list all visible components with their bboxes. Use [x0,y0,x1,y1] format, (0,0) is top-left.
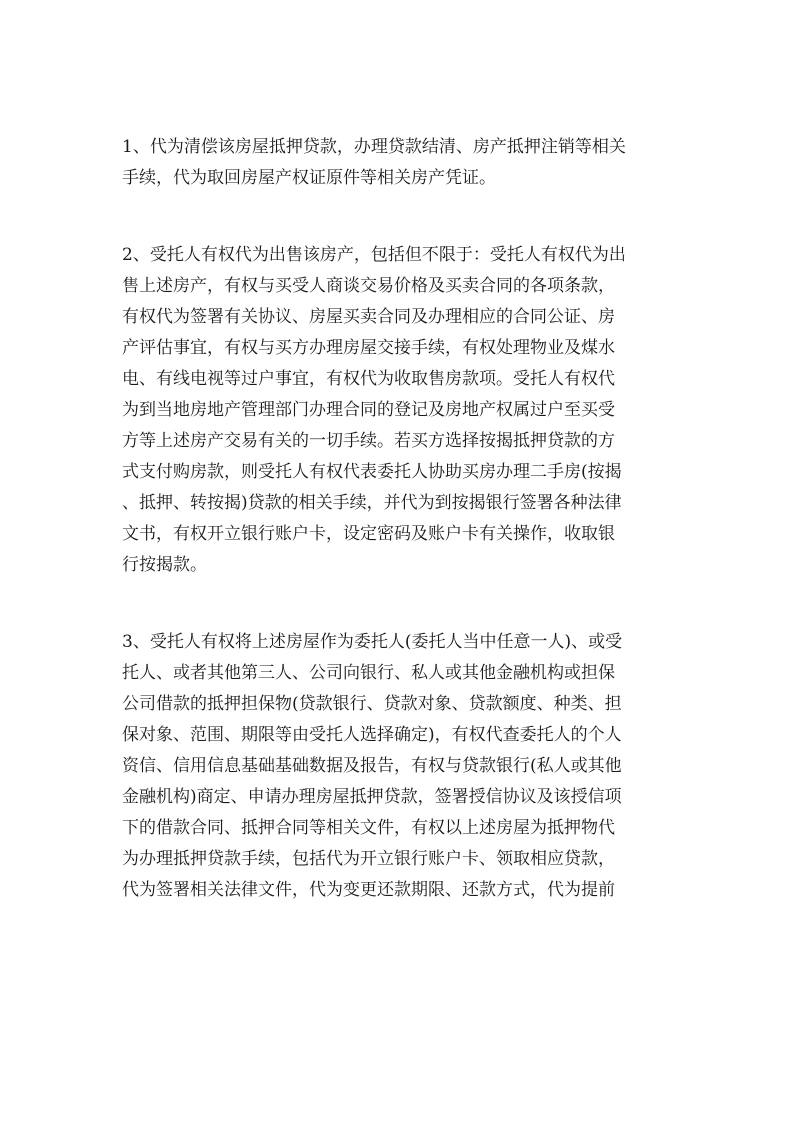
text-line: 3、受托人有权将上述房屋作为委托人(委托人当中任意一人)、或受 [122,632,623,652]
paragraph-1 [122,132,678,194]
text-line: 托人、或者其他第三人、公司向银行、私人或其他金融机构或担保 [122,663,615,683]
document-body [122,132,678,952]
text-line: 手续，代为取回房屋产权证原件等相关房产凭证。 [122,168,496,188]
text-line: 2、受托人有权代为出售该房产，包括但不限于：受托人有权代为出 [122,245,626,265]
text-line: 文书，有权开立银行账户卡，设定密码及账户卡有关操作，收取银 [122,524,615,544]
text-line: 1、代为清偿该房屋抵押贷款，办理贷款结清、房产抵押注销等相关 [122,137,626,157]
text-line: 行按揭款。 [122,555,207,575]
paragraph-3 [122,627,678,906]
text-line: 产评估事宜，有权与买方办理房屋交接手续，有权处理物业及煤水 [122,338,615,358]
text-line: 式支付购房款，则受托人有权代表委托人协助买房办理二手房(按揭 [122,462,622,482]
text-line: 公司借款的抵押担保物(贷款银行、贷款对象、贷款额度、种类、担 [122,694,622,714]
text-line: 金融机构)商定、申请办理房屋抵押贷款，签署授信协议及该授信项 [122,787,622,807]
text-line: 电、有线电视等过户事宜，有权代为收取售房款项。受托人有权代 [122,369,615,389]
paragraph-2 [122,240,678,581]
text-line: 、抵押、转按揭)贷款的相关手续，并代为到按揭银行签署各种法律 [122,493,622,513]
text-line: 售上述房产，有权与买受人商谈交易价格及买卖合同的各项条款， [122,276,615,296]
text-line: 资信、信用信息基础基础数据及报告，有权与贷款银行(私人或其他 [122,756,622,776]
text-line: 为到当地房地产管理部门办理合同的登记及房地产权属过户至买受 [122,400,615,420]
text-line: 方等上述房产交易有关的一切手续。若买方选择按揭抵押贷款的方 [122,431,615,451]
text-line: 为办理抵押贷款手续，包括代为开立银行账户卡、领取相应贷款， [122,849,615,869]
text-line: 下的借款合同、抵押合同等相关文件，有权以上述房屋为抵押物代 [122,818,615,838]
text-line: 有权代为签署有关协议、房屋买卖合同及办理相应的合同公证、房 [122,307,615,327]
text-line: 代为签署相关法律文件，代为变更还款期限、还款方式，代为提前 [122,880,615,900]
text-line: 保对象、范围、期限等由受托人选择确定)，有权代查委托人的个人 [122,725,622,745]
